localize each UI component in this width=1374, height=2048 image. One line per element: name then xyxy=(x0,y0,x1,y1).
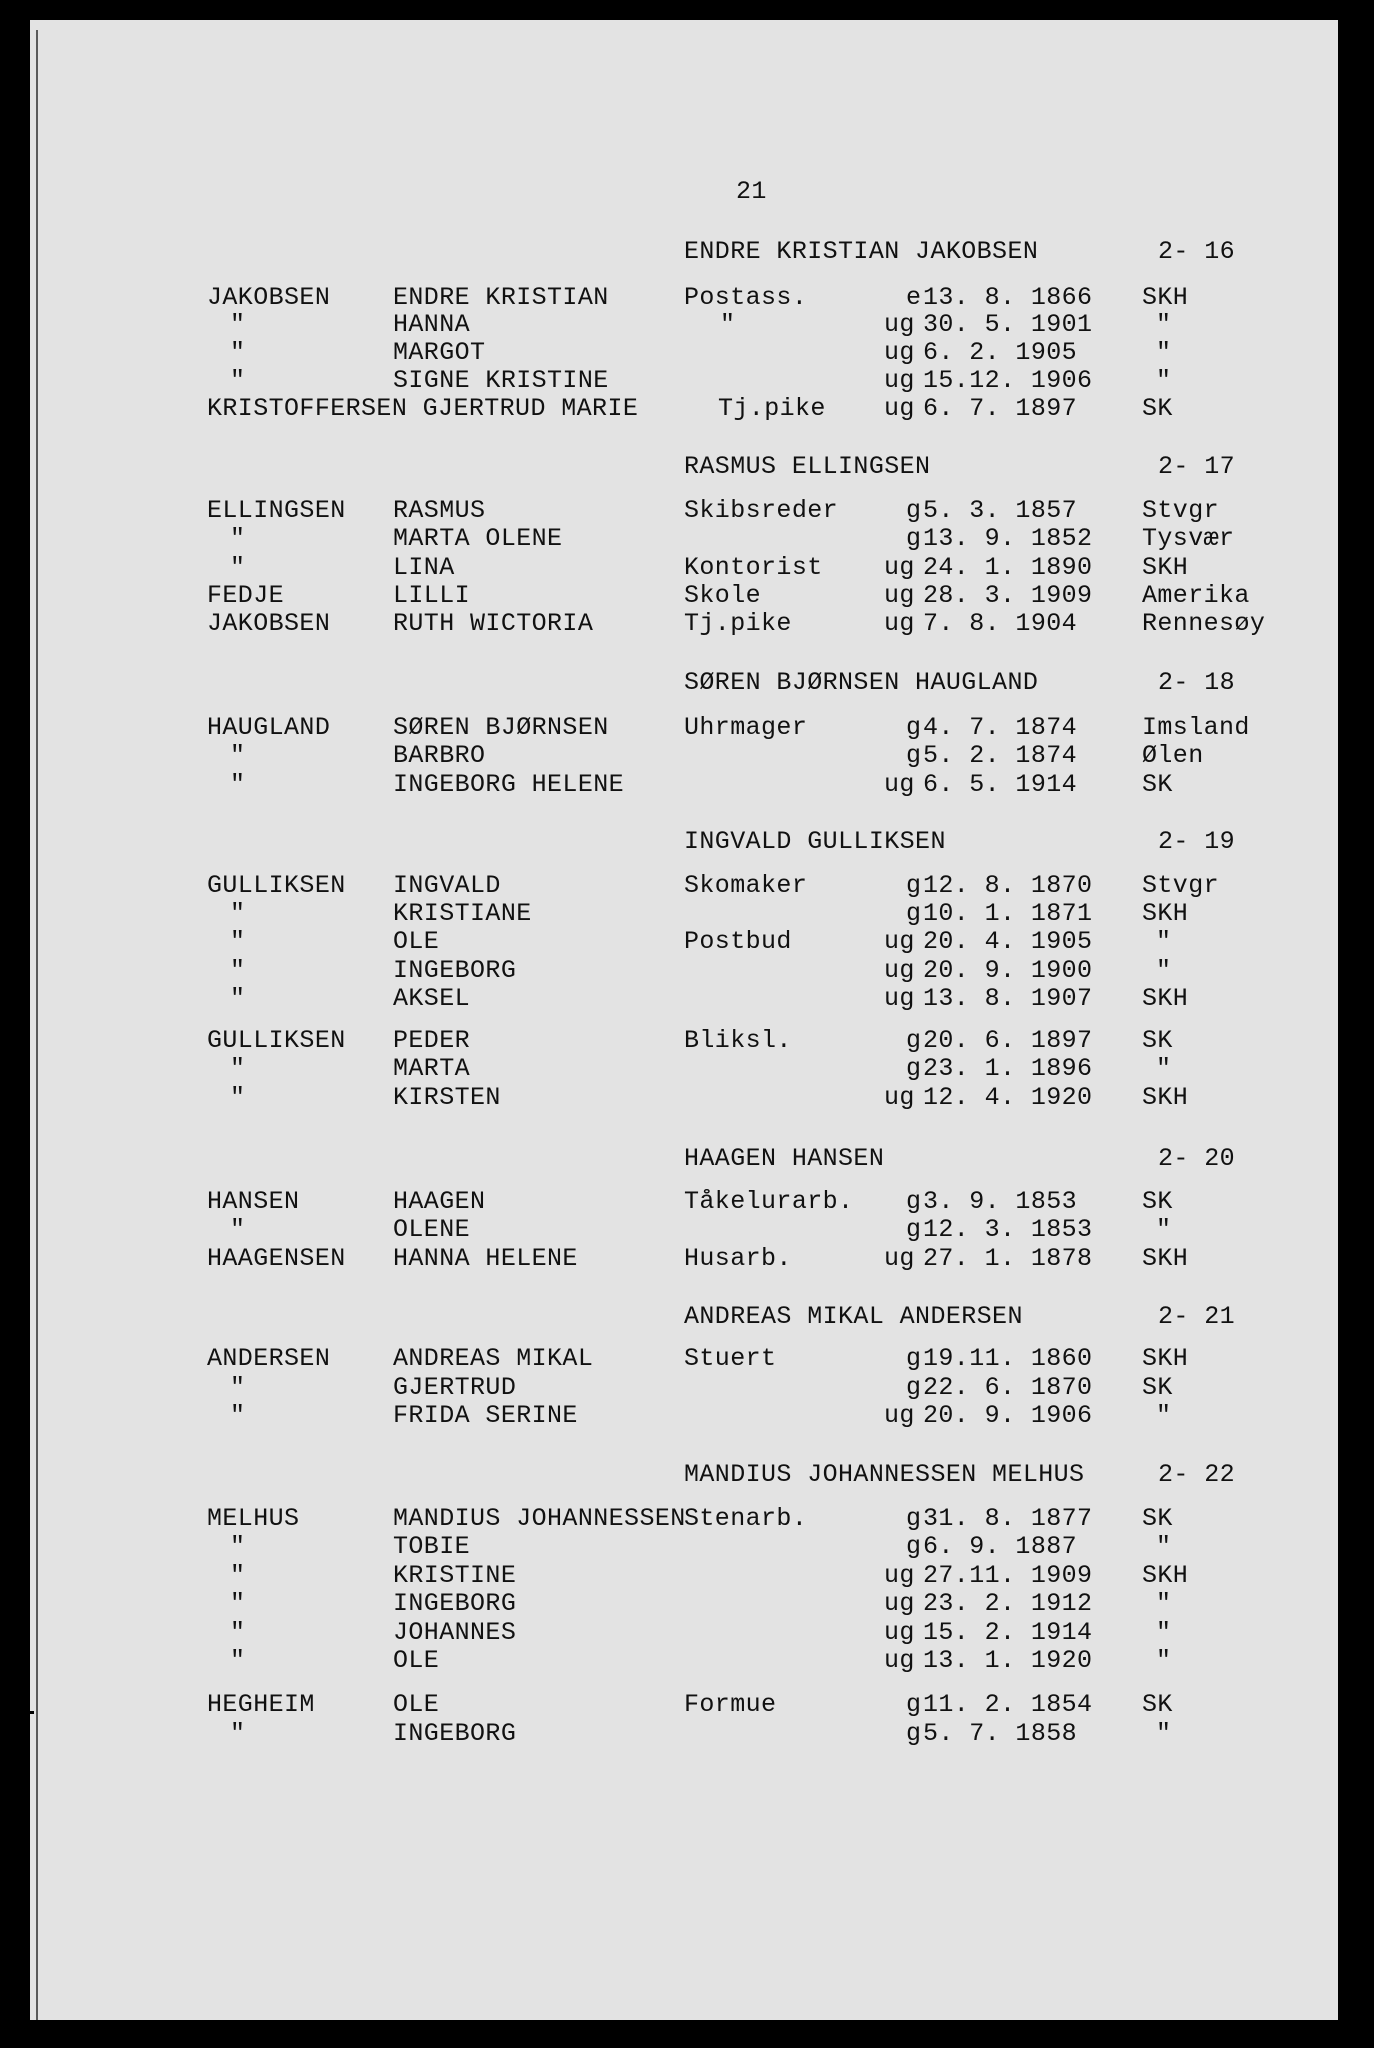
person-surname: " xyxy=(230,1719,246,1748)
person-birthplace: Rennesøy xyxy=(1142,609,1266,638)
person-marital-status: g xyxy=(906,1373,922,1402)
person-surname: " xyxy=(230,1083,246,1112)
person-surname: " xyxy=(230,524,246,553)
person-birthplace: " xyxy=(1156,1618,1172,1647)
scan-left-edge xyxy=(36,30,38,2020)
person-marital-status: g xyxy=(906,871,922,900)
person-given-name: KRISTINE xyxy=(393,1561,517,1590)
person-marital-status: g xyxy=(906,496,922,525)
person-given-name: MARTA xyxy=(393,1054,471,1083)
person-occupation: Tj.pike xyxy=(684,609,792,638)
person-birth-date: 31. 8. 1877 xyxy=(923,1504,1093,1533)
household-ref: 2- 16 xyxy=(1158,237,1236,266)
person-marital-status: g xyxy=(906,1187,922,1216)
person-occupation: Skibsreder xyxy=(684,496,839,525)
person-birthplace: Stvgr xyxy=(1142,496,1220,525)
person-surname: " xyxy=(230,1532,246,1561)
household-head-name: ANDREAS MIKAL ANDERSEN xyxy=(684,1302,1023,1331)
person-birth-date: 20. 9. 1900 xyxy=(923,956,1093,985)
person-occupation: Stuert xyxy=(684,1344,777,1373)
person-birthplace: " xyxy=(1156,1646,1172,1675)
person-surname: MELHUS xyxy=(207,1504,300,1533)
person-birth-date: 23. 2. 1912 xyxy=(923,1589,1093,1618)
person-birth-date: 6. 5. 1914 xyxy=(923,770,1078,799)
person-marital-status: ug xyxy=(884,553,915,582)
person-birthplace: " xyxy=(1156,310,1172,339)
person-given-name: LINA xyxy=(393,553,455,582)
person-birthplace: " xyxy=(1156,1532,1172,1561)
person-marital-status: g xyxy=(906,1690,922,1719)
person-birthplace: " xyxy=(1156,956,1172,985)
person-given-name: MARTA OLENE xyxy=(393,524,563,553)
person-marital-status: ug xyxy=(884,956,915,985)
person-surname: HAUGLAND xyxy=(207,713,331,742)
person-given-name: RASMUS xyxy=(393,496,486,525)
person-birth-date: 12. 4. 1920 xyxy=(923,1083,1093,1112)
household-head-name: HAAGEN HANSEN xyxy=(684,1144,885,1173)
person-given-name: OLE xyxy=(393,1690,440,1719)
person-marital-status: g xyxy=(906,1026,922,1055)
person-birth-date: 5. 7. 1858 xyxy=(923,1719,1078,1748)
person-birth-date: 24. 1. 1890 xyxy=(923,553,1093,582)
person-birth-date: 11. 2. 1854 xyxy=(923,1690,1093,1719)
person-birth-date: 6. 9. 1887 xyxy=(923,1532,1078,1561)
person-surname: " xyxy=(230,310,246,339)
person-surname: " xyxy=(230,1215,246,1244)
person-marital-status: ug xyxy=(884,1646,915,1675)
person-birth-date: 27. 1. 1878 xyxy=(923,1244,1093,1273)
person-marital-status: ug xyxy=(884,770,915,799)
person-surname: ELLINGSEN xyxy=(207,496,346,525)
person-given-name: AKSEL xyxy=(393,984,471,1013)
person-surname: HAAGENSEN xyxy=(207,1244,346,1273)
person-occupation: Uhrmager xyxy=(684,713,808,742)
person-birthplace: Stvgr xyxy=(1142,871,1220,900)
person-given-name: INGEBORG xyxy=(393,1719,517,1748)
person-marital-status: g xyxy=(906,1215,922,1244)
person-marital-status: e xyxy=(906,283,922,312)
person-birthplace: SK xyxy=(1142,1026,1173,1055)
person-occupation: Postass. xyxy=(684,283,808,312)
person-surname: HEGHEIM xyxy=(207,1690,315,1719)
person-given-name: LILLI xyxy=(393,581,471,610)
person-given-name: OLENE xyxy=(393,1215,471,1244)
person-surname: " xyxy=(230,927,246,956)
person-surname: " xyxy=(230,956,246,985)
person-occupation: Formue xyxy=(684,1690,777,1719)
person-birth-date: 15. 2. 1914 xyxy=(923,1618,1093,1647)
person-marital-status: g xyxy=(906,741,922,770)
person-marital-status: ug xyxy=(884,366,915,395)
person-birthplace: SKH xyxy=(1142,899,1189,928)
person-surname: KRISTOFFERSEN GJERTRUD MARIE xyxy=(207,394,639,423)
person-given-name: OLE xyxy=(393,927,440,956)
person-given-name: ANDREAS MIKAL xyxy=(393,1344,594,1373)
person-marital-status: ug xyxy=(884,1561,915,1590)
person-birth-date: 12. 8. 1870 xyxy=(923,871,1093,900)
person-birthplace: " xyxy=(1156,1589,1172,1618)
person-birthplace: Imsland xyxy=(1142,713,1250,742)
person-given-name: MANDIUS JOHANNESSEN xyxy=(393,1504,686,1533)
person-marital-status: g xyxy=(906,1054,922,1083)
person-birth-date: 27.11. 1909 xyxy=(923,1561,1093,1590)
person-given-name: HANNA HELENE xyxy=(393,1244,578,1273)
person-surname: JAKOBSEN xyxy=(207,609,331,638)
person-marital-status: ug xyxy=(884,394,915,423)
household-ref: 2- 17 xyxy=(1158,452,1236,481)
person-given-name: SIGNE KRISTINE xyxy=(393,366,609,395)
person-marital-status: ug xyxy=(884,1244,915,1273)
person-given-name: BARBRO xyxy=(393,741,486,770)
person-birthplace: SKH xyxy=(1142,984,1189,1013)
person-birth-date: 5. 3. 1857 xyxy=(923,496,1078,525)
person-given-name: TOBIE xyxy=(393,1532,471,1561)
scan-edge-mark xyxy=(20,1711,34,1714)
person-given-name: KIRSTEN xyxy=(393,1083,501,1112)
person-surname: " xyxy=(230,553,246,582)
household-head-name: ENDRE KRISTIAN JAKOBSEN xyxy=(684,237,1039,266)
person-birth-date: 6. 2. 1905 xyxy=(923,338,1078,367)
household-ref: 2- 22 xyxy=(1158,1460,1236,1489)
household-head-name: INGVALD GULLIKSEN xyxy=(684,827,946,856)
page-number: 21 xyxy=(736,177,767,206)
person-birth-date: 15.12. 1906 xyxy=(923,366,1093,395)
person-marital-status: g xyxy=(906,1719,922,1748)
person-birthplace: " xyxy=(1156,338,1172,367)
person-marital-status: g xyxy=(906,713,922,742)
person-birth-date: 5. 2. 1874 xyxy=(923,741,1078,770)
person-given-name: RUTH WICTORIA xyxy=(393,609,594,638)
person-birthplace: SKH xyxy=(1142,283,1189,312)
person-given-name: INGEBORG xyxy=(393,956,517,985)
person-birthplace: SK xyxy=(1142,770,1173,799)
person-marital-status: g xyxy=(906,1504,922,1533)
person-surname: GULLIKSEN xyxy=(207,1026,346,1055)
person-given-name: SØREN BJØRNSEN xyxy=(393,713,609,742)
person-marital-status: ug xyxy=(884,338,915,367)
person-surname: " xyxy=(230,984,246,1013)
person-birthplace: " xyxy=(1156,1401,1172,1430)
person-surname: ANDERSEN xyxy=(207,1344,331,1373)
person-surname: " xyxy=(230,1561,246,1590)
person-birth-date: 20. 9. 1906 xyxy=(923,1401,1093,1430)
person-given-name: PEDER xyxy=(393,1026,471,1055)
person-occupation: Stenarb. xyxy=(684,1504,808,1533)
person-birthplace: SK xyxy=(1142,1504,1173,1533)
person-given-name: MARGOT xyxy=(393,338,486,367)
person-birth-date: 19.11. 1860 xyxy=(923,1344,1093,1373)
person-surname: " xyxy=(230,1589,246,1618)
person-birthplace: SK xyxy=(1142,1373,1173,1402)
person-surname: " xyxy=(230,770,246,799)
person-marital-status: ug xyxy=(884,1618,915,1647)
person-birth-date: 13. 8. 1866 xyxy=(923,283,1093,312)
person-occupation: Kontorist xyxy=(684,553,823,582)
person-given-name: INGEBORG HELENE xyxy=(393,770,625,799)
person-given-name: FRIDA SERINE xyxy=(393,1401,578,1430)
person-given-name: JOHANNES xyxy=(393,1618,517,1647)
person-birthplace: " xyxy=(1156,1719,1172,1748)
person-surname: " xyxy=(230,1054,246,1083)
person-birthplace: SKH xyxy=(1142,1244,1189,1273)
person-birth-date: 22. 6. 1870 xyxy=(923,1373,1093,1402)
person-surname: GULLIKSEN xyxy=(207,871,346,900)
person-birthplace: " xyxy=(1156,927,1172,956)
person-occupation: Husarb. xyxy=(684,1244,792,1273)
person-given-name: INGVALD xyxy=(393,871,501,900)
person-given-name: INGEBORG xyxy=(393,1589,517,1618)
household-head-name: SØREN BJØRNSEN HAUGLAND xyxy=(684,668,1039,697)
person-given-name: HANNA xyxy=(393,310,471,339)
person-marital-status: ug xyxy=(884,1083,915,1112)
person-given-name: ENDRE KRISTIAN xyxy=(393,283,609,312)
person-surname: " xyxy=(230,1401,246,1430)
person-birth-date: 20. 4. 1905 xyxy=(923,927,1093,956)
person-marital-status: ug xyxy=(884,581,915,610)
person-birthplace: " xyxy=(1156,1215,1172,1244)
scanned-page xyxy=(30,20,1338,2020)
person-given-name: OLE xyxy=(393,1646,440,1675)
person-birthplace: SKH xyxy=(1142,1083,1189,1112)
person-surname: " xyxy=(230,1618,246,1647)
person-birth-date: 13. 1. 1920 xyxy=(923,1646,1093,1675)
person-birthplace: Ølen xyxy=(1142,741,1204,770)
person-birthplace: SKH xyxy=(1142,553,1189,582)
person-marital-status: g xyxy=(906,1344,922,1373)
person-birth-date: 6. 7. 1897 xyxy=(923,394,1078,423)
person-marital-status: ug xyxy=(884,1589,915,1618)
person-birth-date: 10. 1. 1871 xyxy=(923,899,1093,928)
person-marital-status: ug xyxy=(884,310,915,339)
person-given-name: GJERTRUD xyxy=(393,1373,517,1402)
person-surname: " xyxy=(230,741,246,770)
household-ref: 2- 18 xyxy=(1158,668,1236,697)
person-birth-date: 13. 8. 1907 xyxy=(923,984,1093,1013)
person-birth-date: 3. 9. 1853 xyxy=(923,1187,1078,1216)
person-birth-date: 13. 9. 1852 xyxy=(923,524,1093,553)
person-birth-date: 30. 5. 1901 xyxy=(923,310,1093,339)
person-given-name: HAAGEN xyxy=(393,1187,486,1216)
person-birth-date: 7. 8. 1904 xyxy=(923,609,1078,638)
person-birthplace: " xyxy=(1156,1054,1172,1083)
person-birth-date: 20. 6. 1897 xyxy=(923,1026,1093,1055)
person-occupation: Skomaker xyxy=(684,871,808,900)
person-surname: " xyxy=(230,366,246,395)
person-birthplace: Amerika xyxy=(1142,581,1250,610)
household-head-name: RASMUS ELLINGSEN xyxy=(684,452,931,481)
person-birthplace: SKH xyxy=(1142,1561,1189,1590)
person-marital-status: ug xyxy=(884,609,915,638)
person-marital-status: g xyxy=(906,1532,922,1561)
person-occupation: Postbud xyxy=(684,927,792,956)
person-given-name: KRISTIANE xyxy=(393,899,532,928)
person-surname: " xyxy=(230,899,246,928)
person-birthplace: " xyxy=(1156,366,1172,395)
person-birthplace: Tysvær xyxy=(1142,524,1235,553)
person-birth-date: 4. 7. 1874 xyxy=(923,713,1078,742)
person-birthplace: SK xyxy=(1142,1187,1173,1216)
person-occupation: Bliksl. xyxy=(684,1026,792,1055)
person-surname: " xyxy=(230,1373,246,1402)
person-birthplace: SK xyxy=(1142,394,1173,423)
person-marital-status: ug xyxy=(884,984,915,1013)
person-occupation: Skole xyxy=(684,581,762,610)
person-birthplace: SKH xyxy=(1142,1344,1189,1373)
person-birth-date: 12. 3. 1853 xyxy=(923,1215,1093,1244)
person-occupation: " xyxy=(720,310,736,339)
person-surname: " xyxy=(230,338,246,367)
person-birth-date: 23. 1. 1896 xyxy=(923,1054,1093,1083)
person-surname: JAKOBSEN xyxy=(207,283,331,312)
person-marital-status: g xyxy=(906,899,922,928)
person-occupation: Tj.pike xyxy=(718,394,826,423)
person-surname: " xyxy=(230,1646,246,1675)
person-occupation: Tåkelurarb. xyxy=(684,1187,854,1216)
person-surname: HANSEN xyxy=(207,1187,300,1216)
person-surname: FEDJE xyxy=(207,581,285,610)
household-ref: 2- 19 xyxy=(1158,827,1236,856)
person-birthplace: SK xyxy=(1142,1690,1173,1719)
person-marital-status: ug xyxy=(884,1401,915,1430)
household-head-name: MANDIUS JOHANNESSEN MELHUS xyxy=(684,1460,1085,1489)
person-marital-status: g xyxy=(906,524,922,553)
person-marital-status: ug xyxy=(884,927,915,956)
household-ref: 2- 21 xyxy=(1158,1302,1236,1331)
household-ref: 2- 20 xyxy=(1158,1144,1236,1173)
person-birth-date: 28. 3. 1909 xyxy=(923,581,1093,610)
